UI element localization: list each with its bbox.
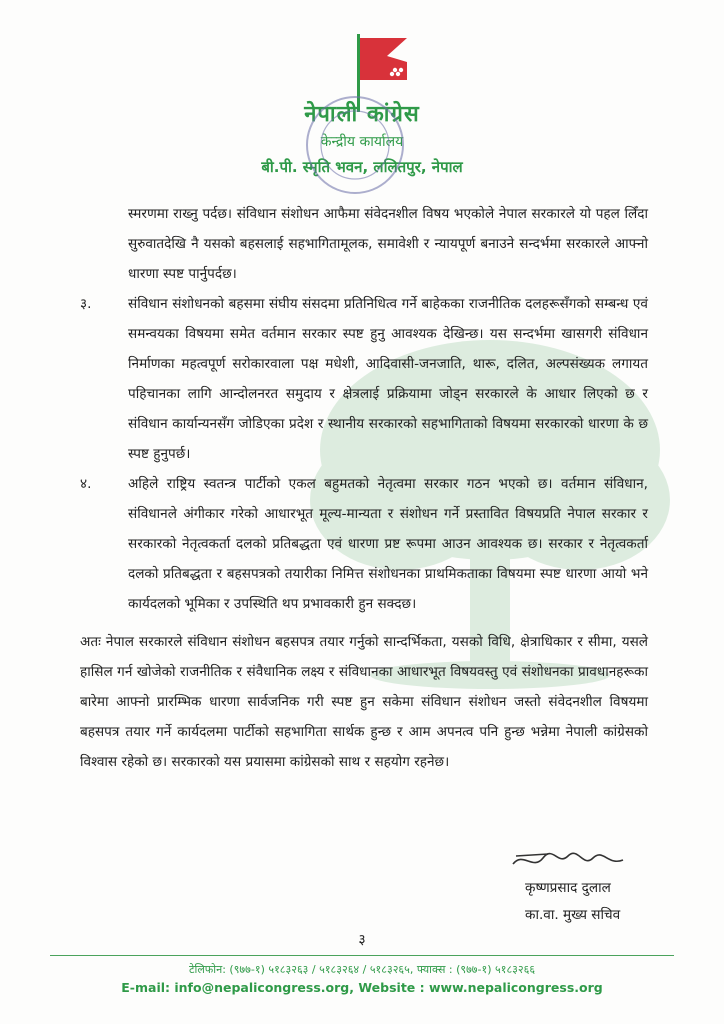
footer-contact: E-mail: info@nepalicongress.org, Website : www.nepalicongress.org <box>121 980 603 995</box>
page-number: ३ <box>358 932 366 948</box>
org-address: बी.पी. स्मृति भवन, ललितपुर, नेपाल <box>261 158 463 176</box>
handwritten-signature <box>508 846 628 876</box>
signer-title: का.वा. मुख्य सचिव <box>525 907 621 923</box>
intro-continuation: स्मरणमा राख्नु पर्दछ। संविधान संशोधन आफैमा संवेदनशील विषय भएकोले नेपाल सरकारले यो पहल लिँदा सुरुवातदेखि नै यसको बहसलाई सहभागितामूलक, समावेशी र न्यायपूर्ण बनाउने सन्दर्भमा सरकारले आफ्नो धारणा स्पष्ट पार्नुपर्दछ। <box>128 206 648 282</box>
item-text: अहिले राष्ट्रिय स्वतन्त्र पार्टीको एकल बहुमतको नेतृत्वमा सरकार गठन भएको छ। वर्तमान संविधान, संविधानले अंगीकार गरेको आधारभूत मूल्य-मान्यता र संशोधन गर्ने प्रस्तावित विषयप्रति नेपाल सरकार र सरकारको नेतृत्वकर्ता दलको प्रतिबद्धता एवं धारणा प्रष्ट रूपमा आउन आवश्यक छ। सरकार र नेतृत्वकर्ता दलको प्रतिबद्धता र बहसपत्रको तयारीका निमित्त संशोधनका प्राथमिकताका विषयमा स्पष्ट धारणा आयो भने कार्यदलको भूमिका र उपस्थिति थप प्रभावकारी हुन सक्दछ। <box>128 476 648 612</box>
footer-phone: टेलिफोन: (९७७-१) ५१८३२६३ / ५१८३२६४ / ५१८३२६५, फ्याक्स : (९७७-१) ५१८३२६६ <box>188 963 536 976</box>
list-item <box>80 469 648 619</box>
org-name: नेपाली कांग्रेस <box>304 102 420 127</box>
closing-paragraph: अतः नेपाल सरकारले संविधान संशोधन बहसपत्र तयार गर्नुको सान्दर्भिकता, यसको विधि, क्षेत्राधिकार र सीमा, यसले हासिल गर्न खोजेको राजनीतिक र संवैधानिक लक्ष्य र संविधानका आधारभूत विषयवस्तु एवं संशोधनका प्रावधानहरूका बारेमा आफ्नो प्रारम्भिक धारणा सार्वजनिक गरी स्पष्ट हुन सकेमा संविधान संशोधन जस्तो संवेदनशील विषयमा बहसपत्र तयार गर्ने कार्यदलमा पार्टीको सहभागिता सार्थक हुन्छ र आम अपनत्व पनि हुन्छ भन्नेमा नेपाली कांग्रेसको विश्वास रहेको छ। सरकारको यस प्रयासमा कांग्रेसको साथ र सहयोग रहनेछ। <box>80 634 648 770</box>
footer-divider <box>50 955 674 956</box>
signer-block <box>525 875 620 929</box>
signer-name: कृष्णप्रसाद दुलाल <box>525 880 611 896</box>
item-number: ३. <box>80 296 92 312</box>
office-stamp <box>300 90 410 200</box>
list-item <box>80 289 648 469</box>
letter-body <box>80 199 648 777</box>
item-number: ४. <box>80 476 92 492</box>
item-text: संविधान संशोधनको बहसमा संघीय संसदमा प्रतिनिधित्व गर्ने बाहेकका राजनीतिक दलहरूसँगको सम्बन्ध एवं समन्वयका विषयमा समेत वर्तमान सरकार स्पष्ट हुनु आवश्यक देखिन्छ। यस सन्दर्भमा खासगरी संविधान निर्माणका महत्वपूर्ण सरोकारवाला पक्ष मधेशी, आदिवासी-जनजाति, थारू, दलित, अल्पसंख्यक लगायत पहिचानका लागि आन्दोलनरत समुदाय र क्षेत्रलाई प्रक्रियामा जोड्न सरकारले के आधार लिएको छ र संविधान कार्यान्यनसँग जोडिएका प्रदेश र स्थानीय सरकारको सहभागिताको विषयमा सरकारको धारणा के छ स्पष्ट हुनुपर्छ। <box>128 296 648 462</box>
org-office: केन्द्रीय कार्यालय <box>320 134 404 150</box>
